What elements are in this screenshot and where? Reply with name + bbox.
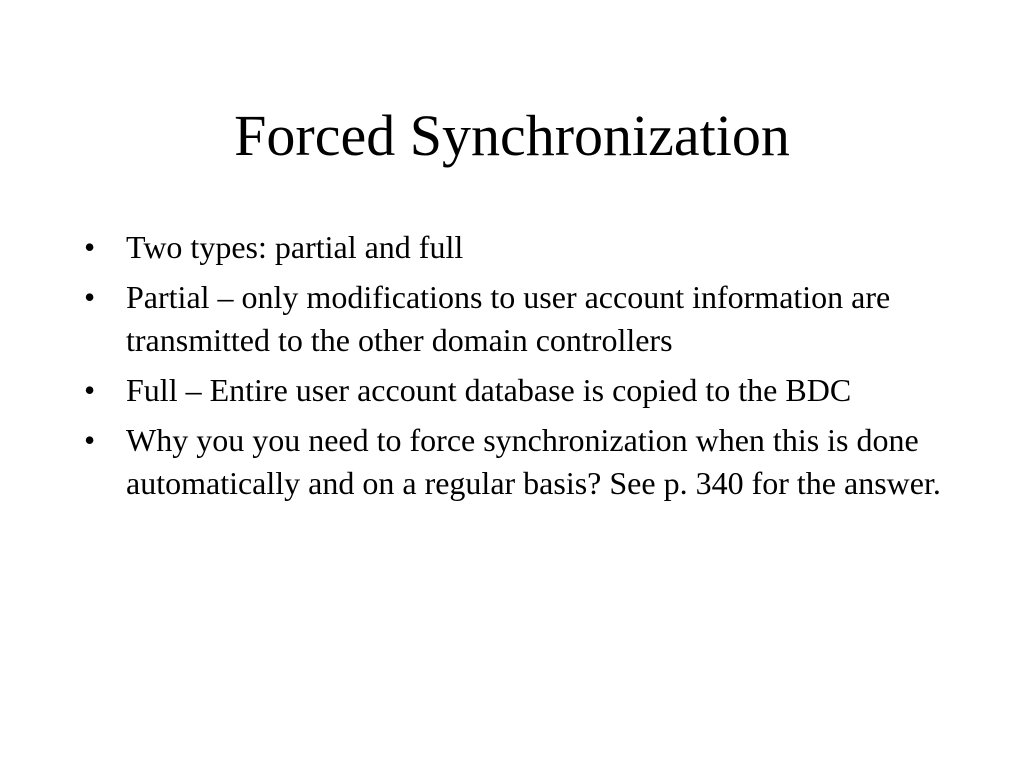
bullet-text: Two types: partial and full: [126, 229, 464, 265]
bullet-marker: •: [84, 229, 96, 265]
slide-title: Forced Synchronization: [234, 103, 790, 168]
bullet-text: Partial – only modifications to user account information are transmitted to the other domain controllers: [126, 279, 891, 358]
bullet-text: Full – Entire user account database is copied to the BDC: [126, 372, 852, 408]
bullet-list: [84, 226, 964, 512]
bullet-item: [84, 276, 964, 362]
bullet-marker: •: [84, 372, 96, 408]
bullet-text: Why you you need to force synchronization when this is done automatically and on a regular basis? See p. 340 for the answer.: [126, 422, 941, 501]
bullet-item: [84, 419, 964, 505]
bullet-item: [84, 369, 964, 412]
bullet-item: [84, 226, 964, 269]
bullet-marker: •: [84, 279, 96, 315]
bullet-marker: •: [84, 422, 96, 458]
